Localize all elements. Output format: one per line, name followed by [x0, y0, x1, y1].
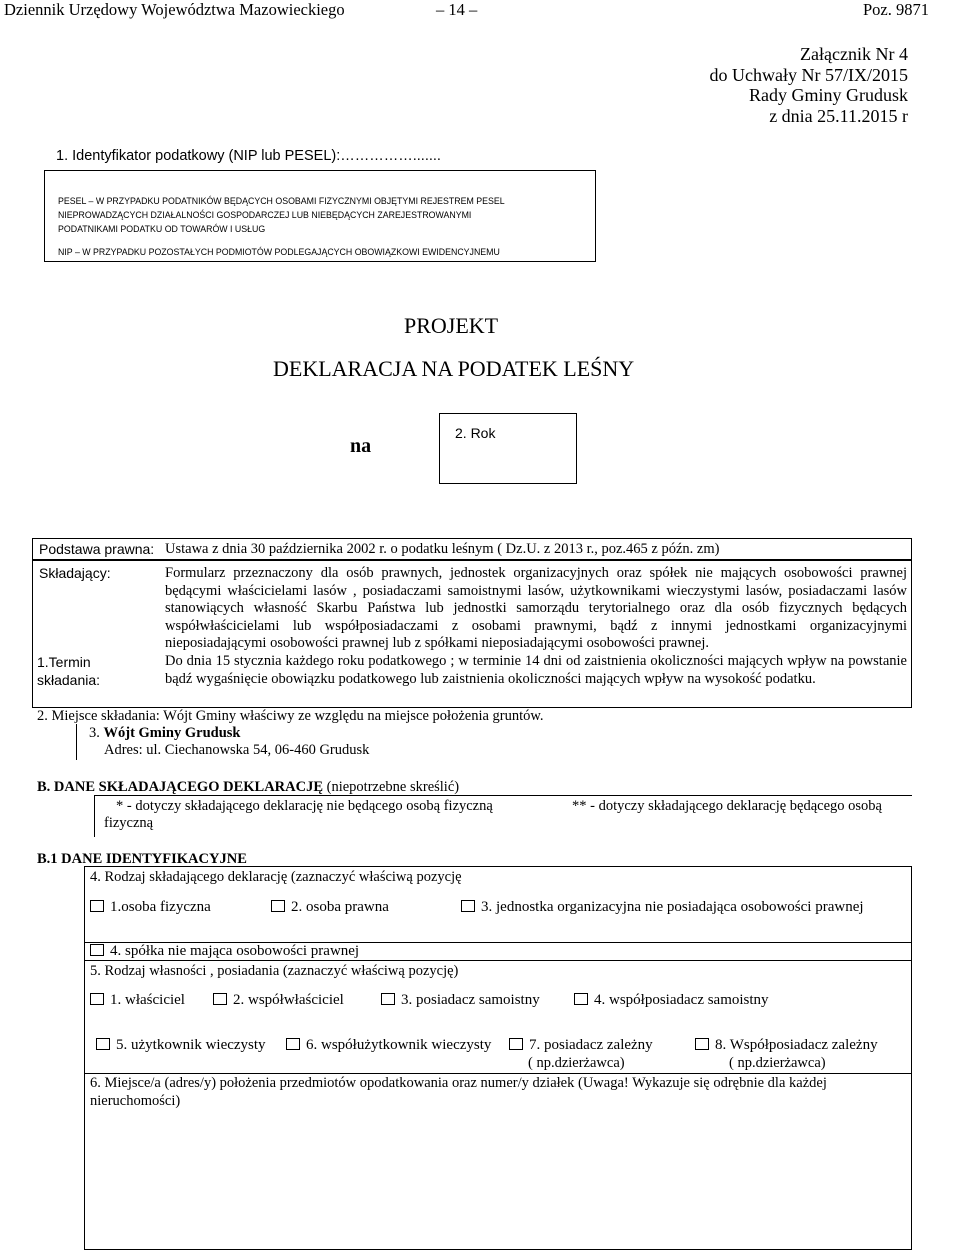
field5-option-3[interactable] — [381, 992, 540, 1009]
section-b1-heading: B.1 DANE IDENTYFIKACYJNE — [37, 851, 247, 867]
note-natural-person-cont: fizyczną — [104, 815, 154, 831]
pesel-description — [58, 194, 505, 236]
checkbox-icon[interactable] — [213, 993, 227, 1005]
year-label: 2. Rok — [455, 425, 496, 441]
checkbox-icon[interactable] — [695, 1038, 709, 1050]
filer-box — [32, 560, 912, 708]
deadline-text: Do dnia 15 stycznia każdego roku podatkowego ; w terminie 14 dni od zaistnienia okoliczności mających wpływ na powstanie bądź wygaśnięcie obowiązku podatkowego lub zaistnienia okoliczności mających wpływ na wysokość podatku. — [165, 653, 907, 687]
deadline-label-line-2: składania: — [37, 672, 101, 688]
filer-label: Składający: — [39, 565, 111, 581]
year-box[interactable] — [439, 413, 577, 484]
option-label: 4. współposiadacz samoistny — [594, 992, 769, 1008]
option-label: 1.osoba fizyczna — [110, 899, 211, 915]
option-label: 2. współwłaściciel — [233, 992, 344, 1008]
deadline-label — [37, 653, 100, 689]
option-label: 2. osoba prawna — [291, 899, 389, 915]
field5-option-5[interactable] — [96, 1037, 266, 1054]
field5-label: 5. Rodzaj własności , posiadania (zaznaczyć właściwą pozycję) — [90, 963, 459, 979]
pesel-line-2: NIEPROWADZĄCYCH DZIAŁALNOŚCI GOSPODARCZEJ LUB NIEBĘDĄCYCH ZAREJESTROWANYMI — [58, 210, 472, 220]
option-8-note: ( np.dzierżawca) — [729, 1055, 826, 1071]
identifier-title: 1. Identyfikator podatkowy (NIP lub PESEL):……………....... — [56, 148, 441, 164]
legal-basis-label: Podstawa prawna: — [39, 541, 155, 557]
attachment-line-3: Rady Gminy Grudusk — [749, 85, 908, 105]
section-b-title: B. DANE SKŁADAJĄCEGO DEKLARACJĘ — [37, 779, 324, 795]
section-b-note: (niepotrzebne skreślić) — [323, 779, 460, 795]
authority-address: Adres: ul. Ciechanowska 54, 06-460 Grudusk — [104, 742, 370, 758]
field4-option-4[interactable] — [90, 943, 359, 960]
authority-number: 3. — [89, 725, 104, 741]
field5-option-7[interactable] — [509, 1037, 653, 1054]
field6-input-area[interactable] — [86, 1112, 910, 1248]
checkbox-icon[interactable] — [509, 1038, 523, 1050]
field5-option-2[interactable] — [213, 992, 344, 1009]
field4-option-3[interactable] — [461, 899, 864, 916]
field5-option-8[interactable] — [695, 1037, 878, 1054]
b1-separator-2 — [84, 960, 912, 961]
attachment-line-2: do Uchwały Nr 57/IX/2015 — [709, 64, 908, 85]
field4-label: 4. Rodzaj składającego deklarację (zaznaczyć właściwą pozycję — [90, 869, 462, 885]
pesel-line-3: PODATNIKAMI PODATKU OD TOWARÓW I USŁUG — [58, 224, 266, 234]
checkbox-icon[interactable] — [271, 900, 285, 912]
note-legal-person: * - dotyczy składającego deklarację nie będącego osobą fizyczną — [116, 798, 493, 814]
attachment-block — [710, 44, 908, 126]
authority-name: Wójt Gminy Grudusk — [103, 725, 241, 741]
field5-option-6[interactable] — [286, 1037, 491, 1054]
declaration-title: DEKLARACJA NA PODATEK LEŚNY — [273, 356, 635, 381]
option-label: 5. użytkownik wieczysty — [116, 1037, 266, 1053]
filer-text: Formularz przeznaczony dla osób prawnych, jednostek organizacyjnych oraz spółek nie mających osobowości prawnej będącymi właścicielami lasów , posiadaczami samoistnymi lasów, użytkownikami wieczystymi lasów, posiadaczami lasów stanowiących własność Skarbu Państwa lub jednostki samorządu terytorialnego oraz dla osób fizycznych będących współwłaścicielami lub współposiadaczami z osobami prawnymi, bądź z innymi jednostkami organizacyjnymi nieposiadającymi osobowości prawnej lub z spółkami nieposiadającymi osobowości prawnej. — [165, 565, 907, 651]
option-label: 7. posiadacz zależny — [529, 1037, 653, 1053]
field6-line-2: nieruchomości) — [90, 1093, 181, 1109]
pesel-line-1: PESEL – W PRZYPADKU PODATNIKÓW BĘDĄCYCH OSOBAMI FIZYCZNYMI OBJĘTYMI REJESTREM PESEL — [58, 196, 505, 206]
checkbox-icon[interactable] — [90, 944, 104, 956]
note-natural-person: ** - dotyczy składającego deklarację będącego osobą — [572, 798, 882, 814]
legal-basis-box — [32, 538, 912, 560]
checkbox-icon[interactable] — [461, 900, 475, 912]
authority-line — [89, 725, 240, 742]
checkbox-icon[interactable] — [96, 1038, 110, 1050]
option-label: 3. posiadacz samoistny — [401, 992, 540, 1008]
projekt-label: PROJEKT — [404, 313, 499, 338]
option-7-note: ( np.dzierżawca) — [528, 1055, 625, 1071]
place-line: 2. Miejsce składania: Wójt Gminy właściwy ze względu na miejsce położenia gruntów. — [37, 708, 544, 724]
position-number: Poz. 9871 — [863, 0, 929, 19]
checkbox-icon[interactable] — [574, 993, 588, 1005]
option-label: 6. współużytkownik wieczysty — [306, 1037, 492, 1053]
field6-label — [90, 1074, 827, 1110]
field4-option-1[interactable] — [90, 899, 211, 916]
field6-line-1: 6. Miejsce/a (adres/y) położenia przedmiotów opodatkowania oraz numer/y działek (Uwaga! Wykazuje się odrębnie dla każdej — [90, 1075, 827, 1091]
attachment-line-4: z dnia 25.11.2015 r — [769, 105, 908, 126]
attachment-line-1: Załącznik Nr 4 — [800, 44, 908, 64]
identifier-box — [44, 170, 596, 262]
na-label: na — [350, 435, 372, 457]
option-label: 8. Współposiadacz zależny — [715, 1037, 878, 1053]
journal-title: Dziennik Urzędowy Województwa Mazowieckiego — [4, 0, 345, 19]
option-label: 3. jednostka organizacyjna nie posiadająca osobowości prawnej — [481, 899, 864, 915]
field5-option-1[interactable] — [90, 992, 185, 1009]
deadline-label-line-1: 1.Termin — [37, 654, 91, 670]
option-label: 1. właściciel — [110, 992, 185, 1008]
section-b-heading — [37, 779, 459, 796]
checkbox-icon[interactable] — [381, 993, 395, 1005]
field5-option-4[interactable] — [574, 992, 769, 1009]
legal-basis-text: Ustawa z dnia 30 października 2002 r. o podatku leśnym ( Dz.U. z 2013 r., poz.465 z późn. zm) — [165, 541, 720, 557]
checkbox-icon[interactable] — [90, 900, 104, 912]
option-label: 4. spółka nie mająca osobowości prawnej — [110, 943, 360, 959]
checkbox-icon[interactable] — [286, 1038, 300, 1050]
field4-option-2[interactable] — [271, 899, 389, 916]
page-number: – 14 – — [436, 0, 478, 19]
checkbox-icon[interactable] — [90, 993, 104, 1005]
nip-description: NIP – W PRZYPADKU POZOSTAŁYCH PODMIOTÓW PODLEGAJĄCYCH OBOWIĄZKOWI EWIDENCYJNEMU — [58, 247, 500, 257]
